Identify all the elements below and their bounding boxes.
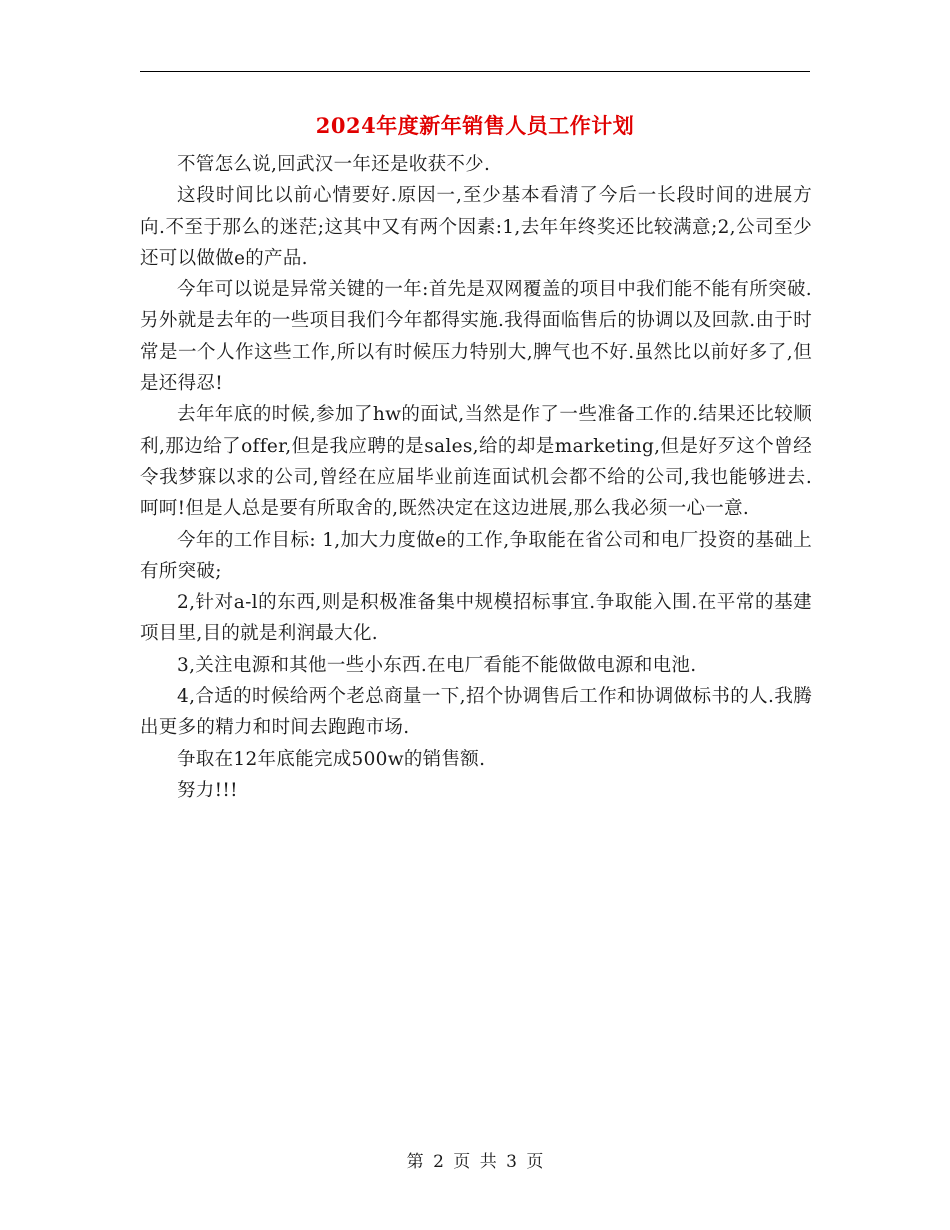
- paragraph-6: 2,针对a-l的东西,则是积极准备集中规模招标事宜.争取能入围.在平常的基建项目里,目的就是利润最大化.: [140, 592, 812, 645]
- paragraph-7: 3,关注电源和其他一些小东西.在电厂看能不能做做电源和电池.: [177, 654, 697, 676]
- paragraph-10: 努力!!!: [177, 779, 238, 801]
- paragraph-4: 去年年底的时候,参加了hw的面试,当然是作了一些准备工作的.结果还比较顺利,那边给了offer,但是我应聘的是sales,给的却是marketing,但是好歹这个曾经令我梦寐以求的公司,曾经在应届毕业前连面试机会都不给的公司,我也能够进去.呵呵!但是人总是要有所取舍的,既然决定在这边进展,那么我必须一心一意.: [140, 404, 812, 520]
- paragraph-2: 这段时间比以前心情要好.原因一,至少基本看清了今后一长段时间的进展方向.不至于那么的迷茫;这其中又有两个因素:1,去年年终奖还比较满意;2,公司至少还可以做做e的产品.: [140, 185, 812, 269]
- document-body: [140, 149, 812, 806]
- paragraph-5: 今年的工作目标: 1,加大力度做e的工作,争取能在省公司和电厂投资的基础上有所突破;: [140, 529, 812, 582]
- page-number-footer: 第 2 页 共 3 页: [406, 1152, 544, 1172]
- paragraph-9: 争取在12年底能完成500w的销售额.: [177, 748, 486, 770]
- paragraph-3: 今年可以说是异常关键的一年:首先是双网覆盖的项目中我们能不能有所突破.另外就是去年的一些项目我们今年都得实施.我得面临售后的协调以及回款.由于时常是一个人作这些工作,所以有时候压力特别大,脾气也不好.虽然比以前好多了,但是还得忍!: [140, 279, 812, 395]
- header-rule: [140, 71, 810, 72]
- paragraph-1: 不管怎么说,回武汉一年还是收获不少.: [177, 154, 491, 175]
- document-title: 2024年度新年销售人员工作计划: [315, 113, 635, 138]
- paragraph-8: 4,合适的时候给两个老总商量一下,招个协调售后工作和协调做标书的人.我腾出更多的精力和时间去跑跑市场.: [140, 686, 812, 739]
